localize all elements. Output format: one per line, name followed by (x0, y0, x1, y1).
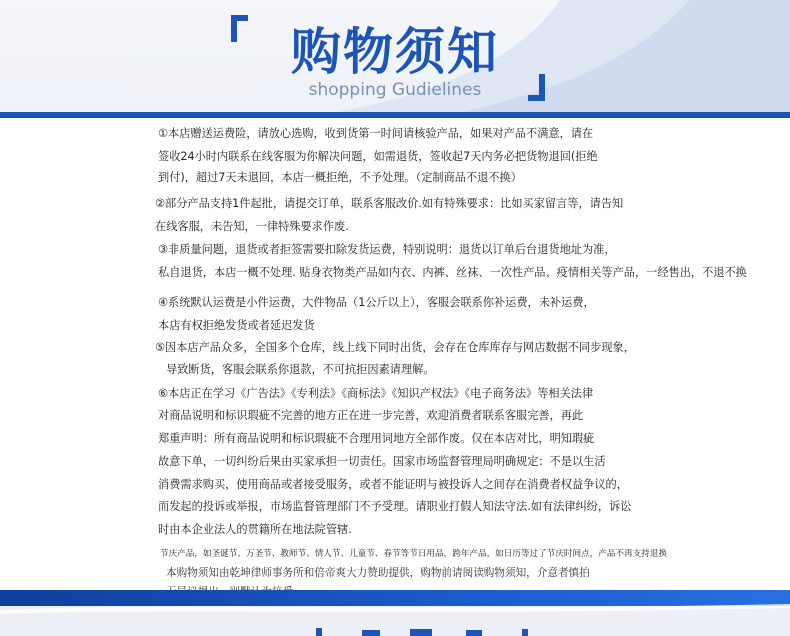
notice-line: 签收24小时内联系在线客服为你解决问题，如需退货，签收起7天内务必把货物退回(拒绝 (158, 150, 598, 163)
notice-line: ①本店赠送运费险，请放心选购，收到货第一时间请核验产品，如果对产品不满意，请在 (158, 127, 594, 140)
notice-line: 在线客服，未告知，一律特殊要求作废. (155, 220, 349, 233)
notice-line: ③非质量问题，退货或者拒签需要扣除发货运费，特别说明：退货以订单后台退货地址为准， (158, 243, 616, 256)
notice-line: 本店有权拒绝发货或者延迟发货 (158, 319, 315, 332)
notice-line: ⑤因本店产品众多，全国多个仓库，线上线下同时出货，会存在仓库库存与网店数据不同步现象， (155, 341, 635, 354)
header-banner (0, 0, 790, 118)
notice-line: 故意下单，一切纠纷后果由买家承担一切责任。国家市场监督管理局明确规定：不是以生活 (158, 455, 606, 468)
notice-line: ④系统默认运费是小件运费，大件物品（1公斤以上），客服会联系你补运费，未补运费， (158, 296, 595, 309)
page-subtitle: shopping Gudielines (308, 80, 482, 100)
notice-line: 郑重声明：所有商品说明和标识瑕疵不合理用词地方全部作废。仅在本店对比，明知瑕疵 (158, 432, 595, 445)
notice-line-small: 节庆产品，如圣诞节、万圣节、教师节、情人节、儿童节、春节等节日用品，跨年产品，如日历等过了节庆时间点，产品不再支持退换 (160, 549, 668, 559)
notice-line-note: 本购物须知由乾坤律师事务所和倍帝爽大力赞助提供，购物前请阅读购物须知，介意者慎拍 (166, 567, 590, 579)
footer-banner (0, 590, 790, 636)
footer-partial-title-decoration (0, 602, 790, 636)
notice-line: 到付)，超过7天未退回，本店一概拒绝，不予处理。（定制商品不退不换） (158, 171, 522, 184)
notice-line: 导致断货，客服会联系你退款，不可抗拒因素请理解。 (166, 363, 435, 376)
notice-line: 私自退货，本店一概不处理. 贴身衣物类产品如内衣、内裤、丝袜、一次性产品、疫情相关等产品，一经售出，不退不换 (158, 266, 747, 279)
page-title: 购物须知 (291, 23, 499, 81)
notice-line: ②部分产品支持1件起批，请提交订单，联系客服改价.如有特殊要求：比如买家留言等，请告知 (155, 197, 624, 210)
notice-line: 对商品说明和标识瑕疵不完善的地方正在进一步完善，欢迎消费者联系客服完善，再此 (158, 409, 584, 422)
notice-line: 时由本企业法人的贯籍所在地法院管辖. (158, 523, 352, 536)
notice-line: 而发起的投诉或举报，市场监督管理部门不予受理。请职业打假人知法守法.如有法律纠纷，诉讼 (158, 500, 632, 513)
notice-line: 消费需求购买，使用商品或者接受服务，或者不能证明与被投诉人之间存在消费者权益争议的， (158, 478, 628, 491)
notice-content (0, 118, 790, 590)
notice-line: ⑥本店正在学习《广告法》《专利法》《商标法》《知识产权法》《电子商务法》等相关法律 (158, 387, 594, 400)
